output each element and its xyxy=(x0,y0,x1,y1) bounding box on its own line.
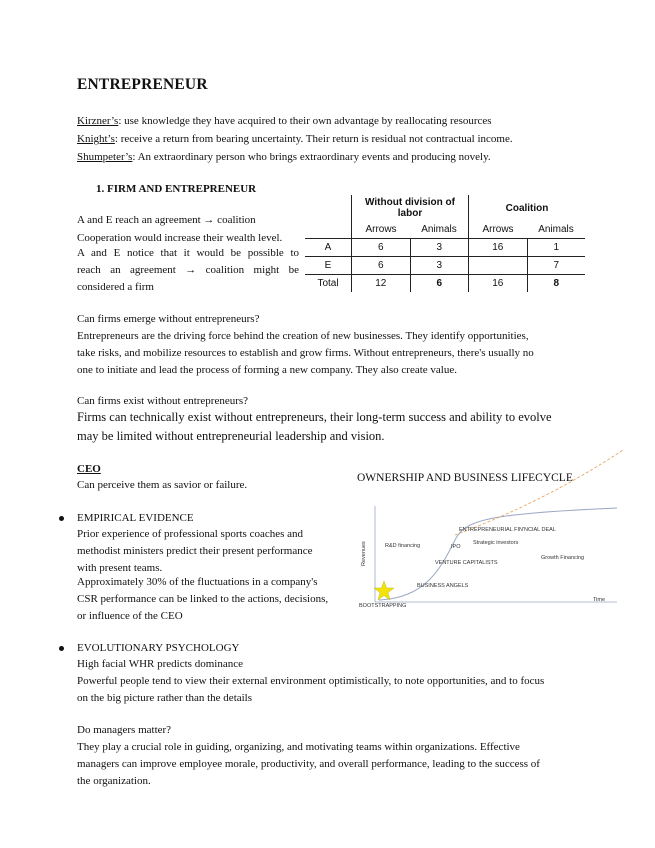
table-row: E 6 3 7 xyxy=(305,257,585,275)
table-subheader: Arrows xyxy=(365,224,397,235)
label-vc: VENTURE CAPITALISTS xyxy=(435,560,498,566)
question: Do managers matter? xyxy=(77,724,172,736)
answer-line: may be limited without entrepreneurial leadership and vision. xyxy=(77,429,385,443)
evolutionary-line: Powerful people tend to view their external environment optimistically, to note opportunities, and to focus xyxy=(77,675,545,687)
answer-line: take risks, and mobilize resources to establish and grow firms. Without entrepreneurs, there's usually no xyxy=(77,347,534,359)
evolutionary-line: on the big picture rather than the details xyxy=(77,692,253,704)
figure-title: OWNERSHIP AND BUSINESS LIFECYCLE xyxy=(357,472,573,484)
answer-line: They play a crucial role in guiding, organizing, and motivating teams within organizations. Effective xyxy=(77,741,520,753)
section1-line: Cooperation would increase their wealth level. xyxy=(77,232,283,244)
answer-line: managers can improve employee morale, productivity, and overall performance, leading to the success of xyxy=(77,758,540,770)
label-yaxis: Revenues xyxy=(361,541,367,566)
bullet-icon xyxy=(59,646,64,651)
section1-line: reach an agreement → coalition might be xyxy=(77,264,299,276)
empirical-line: with present teams. xyxy=(77,562,163,574)
answer-line: Firms can technically exist without entrepreneurs, their long-term success and ability to evolve xyxy=(77,410,552,424)
label-seed: IPO xyxy=(451,544,461,550)
table-group-header: Without division of labor xyxy=(352,195,469,221)
term-kirzner: Kirzner’s xyxy=(77,115,119,127)
table-subheader: Animals xyxy=(410,221,469,239)
bullet-icon xyxy=(59,516,64,521)
dashed-curve xyxy=(455,450,623,535)
label-ipo: ENTREPRENEURIAL FIN'NCIAL DEAL xyxy=(459,527,556,533)
empirical-heading: EMPIRICAL EVIDENCE xyxy=(77,512,194,524)
ceo-heading: CEO xyxy=(77,463,101,475)
star-icon xyxy=(374,581,394,600)
question: Can firms emerge without entrepreneurs? xyxy=(77,313,260,325)
section1-line: considered a firm xyxy=(77,281,154,293)
definition-kirzner: Kirzner’s: use knowledge they have acquired to their own advantage by reallocating resources xyxy=(77,115,492,127)
evolutionary-heading: EVOLUTIONARY PSYCHOLOGY xyxy=(77,642,240,654)
table-row: Total 12 6 16 8 xyxy=(305,275,585,293)
question: Can firms exist without entrepreneurs? xyxy=(77,395,249,407)
page-title: ENTREPRENEUR xyxy=(77,76,208,93)
label-time: Time xyxy=(593,597,606,603)
evolutionary-line: High facial WHR predicts dominance xyxy=(77,658,243,670)
label-left: R&D financing xyxy=(385,543,421,549)
empirical-line: Approximately 30% of the fluctuations in a company's xyxy=(77,576,318,588)
answer-line: Entrepreneurs are the driving force behind the creation of new businesses. They identify opportunities, xyxy=(77,330,529,342)
empirical-line: CSR performance can be linked to the actions, decisions, xyxy=(77,593,329,605)
ceo-line: Can perceive them as savior or failure. xyxy=(77,479,248,491)
empirical-line: methodist ministers predict their present performance xyxy=(77,545,313,557)
definition-knight: Knight’s: receive a return from bearing uncertainty. Their return is residual not contractual income. xyxy=(77,133,513,145)
label-growth: Growth Financing xyxy=(541,555,585,561)
section1-line: A and E notice that it would be possible to xyxy=(77,247,299,259)
label-bootstrap: BOOTSTRAPPING xyxy=(359,603,407,609)
table-group-header: Coalition xyxy=(505,202,549,214)
label-strategic: Strategic investors xyxy=(473,540,519,546)
section1-line: A and E reach an agreement → coalition xyxy=(77,214,256,226)
definition-shumpeter: Shumpeter’s: An extraordinary person who brings extraordinary events and producing novely. xyxy=(77,151,491,163)
lifecycle-figure xyxy=(355,450,625,620)
empirical-line: or influence of the CEO xyxy=(77,610,183,622)
term-knight: Knight’s xyxy=(77,133,115,145)
section-heading-firm: 1. FIRM AND ENTREPRENEUR xyxy=(96,183,257,195)
table-subheader: Animals xyxy=(538,224,574,235)
answer-line: the organization. xyxy=(77,775,151,787)
answer-line: one to initiate and lead the process of forming a new company. They also create value. xyxy=(77,364,457,376)
empirical-line: Prior experience of professional sports coaches and xyxy=(77,528,304,540)
coalition-table xyxy=(305,195,585,292)
table-row: A 6 3 16 1 xyxy=(305,239,585,257)
table-subheader: Arrows xyxy=(482,224,514,235)
term-shumpeter: Shumpeter’s xyxy=(77,151,133,163)
lifecycle-chart xyxy=(355,450,625,620)
growth-curve xyxy=(379,508,617,600)
label-angels: BUSINESS ANGELS xyxy=(417,583,469,589)
